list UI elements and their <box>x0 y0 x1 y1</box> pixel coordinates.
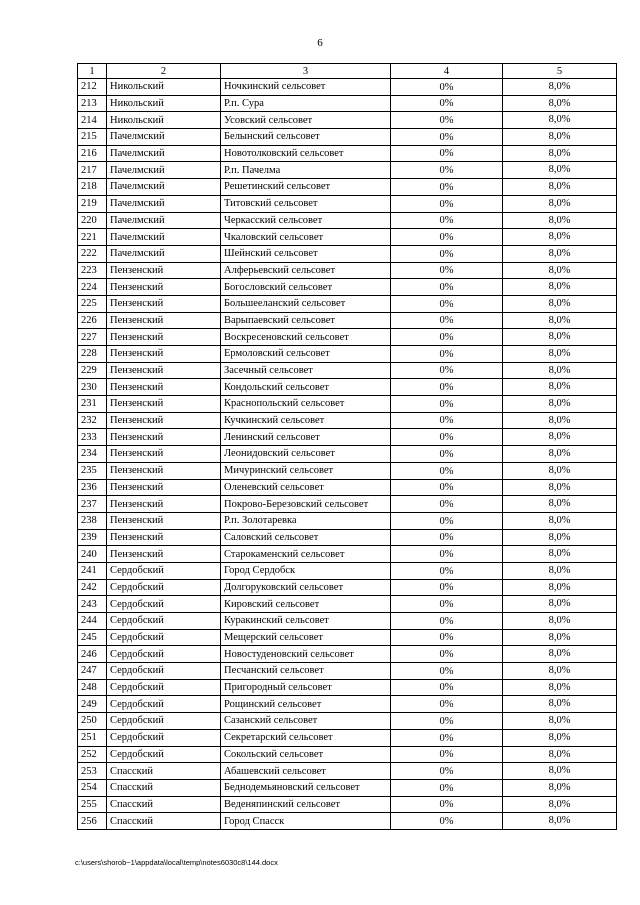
column-4-cell: 0% <box>391 446 503 463</box>
table-row <box>78 162 617 179</box>
district-cell: Пензенский <box>107 396 221 413</box>
district-cell: Спасский <box>107 813 221 830</box>
settlement-cell: Сокольский сельсовет <box>221 746 391 763</box>
district-cell: Никольский <box>107 79 221 96</box>
column-4-cell: 0% <box>391 529 503 546</box>
district-cell: Пензенский <box>107 362 221 379</box>
table-row <box>78 262 617 279</box>
column-4-cell: 0% <box>391 295 503 312</box>
settlement-cell: Оленевский сельсовет <box>221 479 391 496</box>
column-5-cell: 8,0% <box>503 596 617 613</box>
column-4-cell: 0% <box>391 145 503 162</box>
district-cell: Сердобский <box>107 613 221 630</box>
column-4-cell: 0% <box>391 362 503 379</box>
table-row <box>78 579 617 596</box>
column-5-cell: 8,0% <box>503 713 617 730</box>
table-row <box>78 613 617 630</box>
column-4-cell: 0% <box>391 162 503 179</box>
settlement-cell: Засечный сельсовет <box>221 362 391 379</box>
row-number-cell: 235 <box>78 462 107 479</box>
column-5-cell: 8,0% <box>503 446 617 463</box>
row-number-cell: 236 <box>78 479 107 496</box>
settlement-cell: Чкаловский сельсовет <box>221 229 391 246</box>
settlement-cell: Белынский сельсовет <box>221 129 391 146</box>
footer-file-path: c:\users\shorob~1\appdata\local\temp\notes6030c8\144.docx <box>75 858 278 867</box>
row-number-cell: 213 <box>78 95 107 112</box>
row-number-cell: 215 <box>78 129 107 146</box>
table-row <box>78 79 617 96</box>
row-number-cell: 223 <box>78 262 107 279</box>
row-number-cell: 219 <box>78 195 107 212</box>
column-5-cell: 8,0% <box>503 412 617 429</box>
column-5-cell: 8,0% <box>503 629 617 646</box>
table-row <box>78 696 617 713</box>
settlement-cell: Р.п. Пачелма <box>221 162 391 179</box>
district-cell: Пачелмский <box>107 212 221 229</box>
row-number-cell: 240 <box>78 546 107 563</box>
row-number-cell: 233 <box>78 429 107 446</box>
table-row <box>78 763 617 780</box>
district-cell: Пензенский <box>107 412 221 429</box>
column-5-cell: 8,0% <box>503 796 617 813</box>
district-cell: Пачелмский <box>107 179 221 196</box>
settlement-cell: Алферьевский сельсовет <box>221 262 391 279</box>
row-number-cell: 218 <box>78 179 107 196</box>
settlement-cell: Варыпаевский сельсовет <box>221 312 391 329</box>
column-5-cell: 8,0% <box>503 613 617 630</box>
settlement-cell: Рощинский сельсовет <box>221 696 391 713</box>
table-body <box>78 79 617 830</box>
district-cell: Пензенский <box>107 462 221 479</box>
row-number-cell: 230 <box>78 379 107 396</box>
page-number: 6 <box>317 37 323 49</box>
column-4-cell: 0% <box>391 379 503 396</box>
column-5-cell: 8,0% <box>503 579 617 596</box>
table-row <box>78 546 617 563</box>
table-row <box>78 729 617 746</box>
column-5-cell: 8,0% <box>503 379 617 396</box>
district-cell: Сердобский <box>107 663 221 680</box>
settlement-cell: Саловский сельсовет <box>221 529 391 546</box>
row-number-cell: 247 <box>78 663 107 680</box>
district-cell: Сердобский <box>107 713 221 730</box>
column-4-cell: 0% <box>391 512 503 529</box>
settlement-cell: Пригородный сельсовет <box>221 679 391 696</box>
column-4-cell: 0% <box>391 729 503 746</box>
column-4-cell: 0% <box>391 713 503 730</box>
table-row <box>78 412 617 429</box>
column-5-cell: 8,0% <box>503 262 617 279</box>
column-5-cell: 8,0% <box>503 212 617 229</box>
column-5-cell: 8,0% <box>503 245 617 262</box>
row-number-cell: 214 <box>78 112 107 129</box>
column-4-cell: 0% <box>391 412 503 429</box>
settlement-cell: Абашевский сельсовет <box>221 763 391 780</box>
column-4-cell: 0% <box>391 279 503 296</box>
row-number-cell: 237 <box>78 496 107 513</box>
row-number-cell: 256 <box>78 813 107 830</box>
settlement-cell: Покрово-Березовский сельсовет <box>221 496 391 513</box>
column-5-cell: 8,0% <box>503 95 617 112</box>
table-row <box>78 629 617 646</box>
table-row <box>78 379 617 396</box>
row-number-cell: 216 <box>78 145 107 162</box>
column-5-cell: 8,0% <box>503 329 617 346</box>
column-5-cell: 8,0% <box>503 179 617 196</box>
row-number-cell: 221 <box>78 229 107 246</box>
row-number-cell: 253 <box>78 763 107 780</box>
column-5-cell: 8,0% <box>503 229 617 246</box>
table-row <box>78 796 617 813</box>
column-5-cell: 8,0% <box>503 129 617 146</box>
settlement-cell: Беднодемьяновский сельсовет <box>221 779 391 796</box>
row-number-cell: 217 <box>78 162 107 179</box>
column-4-cell: 0% <box>391 763 503 780</box>
table-row <box>78 396 617 413</box>
table-row <box>78 195 617 212</box>
settlement-cell: Леонидовский сельсовет <box>221 446 391 463</box>
district-cell: Никольский <box>107 112 221 129</box>
district-cell: Пензенский <box>107 546 221 563</box>
settlement-cell: Новотолковский сельсовет <box>221 145 391 162</box>
row-number-cell: 241 <box>78 562 107 579</box>
row-number-cell: 248 <box>78 679 107 696</box>
row-number-cell: 252 <box>78 746 107 763</box>
column-4-cell: 0% <box>391 496 503 513</box>
column-5-cell: 8,0% <box>503 512 617 529</box>
table-row <box>78 245 617 262</box>
column-4-cell: 0% <box>391 346 503 363</box>
table-row <box>78 312 617 329</box>
table-row <box>78 512 617 529</box>
column-5-cell: 8,0% <box>503 112 617 129</box>
column-4-cell: 0% <box>391 696 503 713</box>
district-cell: Пачелмский <box>107 145 221 162</box>
district-cell: Спасский <box>107 779 221 796</box>
row-number-cell: 249 <box>78 696 107 713</box>
district-cell: Никольский <box>107 95 221 112</box>
district-cell: Пензенский <box>107 512 221 529</box>
settlement-cell: Р.п. Сура <box>221 95 391 112</box>
table-row <box>78 279 617 296</box>
district-cell: Пензенский <box>107 529 221 546</box>
settlement-cell: Куракинский сельсовет <box>221 613 391 630</box>
table-row <box>78 429 617 446</box>
row-number-cell: 220 <box>78 212 107 229</box>
settlement-cell: Старокаменский сельсовет <box>221 546 391 563</box>
settlement-cell: Решетинский сельсовет <box>221 179 391 196</box>
column-4-cell: 0% <box>391 396 503 413</box>
column-5-cell: 8,0% <box>503 562 617 579</box>
column-4-cell: 0% <box>391 629 503 646</box>
column-4-cell: 0% <box>391 245 503 262</box>
row-number-cell: 250 <box>78 713 107 730</box>
column-5-cell: 8,0% <box>503 429 617 446</box>
column-4-cell: 0% <box>391 663 503 680</box>
column-4-cell: 0% <box>391 329 503 346</box>
district-cell: Спасский <box>107 763 221 780</box>
district-cell: Сердобский <box>107 746 221 763</box>
row-number-cell: 232 <box>78 412 107 429</box>
table-row <box>78 446 617 463</box>
column-4-cell: 0% <box>391 813 503 830</box>
column-4-cell: 0% <box>391 79 503 96</box>
row-number-cell: 244 <box>78 613 107 630</box>
district-cell: Сердобский <box>107 646 221 663</box>
column-4-cell: 0% <box>391 112 503 129</box>
column-5-cell: 8,0% <box>503 279 617 296</box>
column-5-cell: 8,0% <box>503 646 617 663</box>
settlement-cell: Титовский сельсовет <box>221 195 391 212</box>
settlement-cell: Кировский сельсовет <box>221 596 391 613</box>
table-row <box>78 813 617 830</box>
table-row <box>78 112 617 129</box>
column-4-cell: 0% <box>391 596 503 613</box>
table-row <box>78 646 617 663</box>
column-5-cell: 8,0% <box>503 679 617 696</box>
settlement-cell: Город Спасск <box>221 813 391 830</box>
row-number-cell: 224 <box>78 279 107 296</box>
column-5-cell: 8,0% <box>503 546 617 563</box>
row-number-cell: 243 <box>78 596 107 613</box>
settlement-cell: Черкасский сельсовет <box>221 212 391 229</box>
row-number-cell: 225 <box>78 295 107 312</box>
table-row <box>78 212 617 229</box>
column-4-cell: 0% <box>391 312 503 329</box>
table-row <box>78 779 617 796</box>
row-number-cell: 255 <box>78 796 107 813</box>
settlement-cell: Сазанский сельсовет <box>221 713 391 730</box>
row-number-cell: 229 <box>78 362 107 379</box>
column-5-cell: 8,0% <box>503 295 617 312</box>
district-cell: Пензенский <box>107 446 221 463</box>
district-cell: Пензенский <box>107 479 221 496</box>
column-5-cell: 8,0% <box>503 346 617 363</box>
column-5-cell: 8,0% <box>503 529 617 546</box>
settlement-cell: Кондольский сельсовет <box>221 379 391 396</box>
data-table <box>77 63 617 830</box>
column-4-cell: 0% <box>391 179 503 196</box>
column-5-cell: 8,0% <box>503 362 617 379</box>
column-5-cell: 8,0% <box>503 496 617 513</box>
column-4-cell: 0% <box>391 579 503 596</box>
row-number-cell: 251 <box>78 729 107 746</box>
column-4-cell: 0% <box>391 479 503 496</box>
table-row <box>78 346 617 363</box>
column-5-cell: 8,0% <box>503 729 617 746</box>
column-5-cell: 8,0% <box>503 746 617 763</box>
district-cell: Сердобский <box>107 696 221 713</box>
district-cell: Пензенский <box>107 295 221 312</box>
column-4-cell: 0% <box>391 229 503 246</box>
column-header-5: 5 <box>503 64 617 79</box>
row-number-cell: 245 <box>78 629 107 646</box>
row-number-cell: 228 <box>78 346 107 363</box>
settlement-cell: Мичуринский сельсовет <box>221 462 391 479</box>
row-number-cell: 254 <box>78 779 107 796</box>
row-number-cell: 227 <box>78 329 107 346</box>
column-4-cell: 0% <box>391 462 503 479</box>
table-row <box>78 713 617 730</box>
district-cell: Пензенский <box>107 346 221 363</box>
column-4-cell: 0% <box>391 613 503 630</box>
table-row <box>78 596 617 613</box>
district-cell: Сердобский <box>107 629 221 646</box>
column-4-cell: 0% <box>391 746 503 763</box>
row-number-cell: 242 <box>78 579 107 596</box>
settlement-cell: Долгоруковский сельсовет <box>221 579 391 596</box>
settlement-cell: Р.п. Золотаревка <box>221 512 391 529</box>
settlement-cell: Песчанский сельсовет <box>221 663 391 680</box>
row-number-cell: 239 <box>78 529 107 546</box>
table-row <box>78 329 617 346</box>
district-cell: Пачелмский <box>107 162 221 179</box>
column-4-cell: 0% <box>391 562 503 579</box>
table-header-row <box>78 64 617 79</box>
column-header-2: 2 <box>107 64 221 79</box>
settlement-cell: Мещерский сельсовет <box>221 629 391 646</box>
district-cell: Пачелмский <box>107 229 221 246</box>
row-number-cell: 222 <box>78 245 107 262</box>
district-cell: Сердобский <box>107 729 221 746</box>
column-4-cell: 0% <box>391 546 503 563</box>
column-4-cell: 0% <box>391 646 503 663</box>
table-row <box>78 663 617 680</box>
column-5-cell: 8,0% <box>503 813 617 830</box>
district-cell: Сердобский <box>107 596 221 613</box>
column-4-cell: 0% <box>391 796 503 813</box>
settlement-cell: Шейнский сельсовет <box>221 245 391 262</box>
column-5-cell: 8,0% <box>503 195 617 212</box>
table-row <box>78 145 617 162</box>
table-row <box>78 529 617 546</box>
settlement-cell: Ермоловский сельсовет <box>221 346 391 363</box>
column-4-cell: 0% <box>391 262 503 279</box>
row-number-cell: 226 <box>78 312 107 329</box>
district-cell: Сердобский <box>107 679 221 696</box>
column-5-cell: 8,0% <box>503 696 617 713</box>
column-5-cell: 8,0% <box>503 763 617 780</box>
column-5-cell: 8,0% <box>503 145 617 162</box>
district-cell: Пензенский <box>107 312 221 329</box>
column-header-4: 4 <box>391 64 503 79</box>
column-5-cell: 8,0% <box>503 462 617 479</box>
settlement-cell: Секретарский сельсовет <box>221 729 391 746</box>
district-cell: Пачелмский <box>107 245 221 262</box>
table-row <box>78 229 617 246</box>
table-row <box>78 479 617 496</box>
settlement-cell: Город Сердобск <box>221 562 391 579</box>
table-row <box>78 362 617 379</box>
table-row <box>78 562 617 579</box>
row-number-cell: 246 <box>78 646 107 663</box>
table-row <box>78 462 617 479</box>
column-5-cell: 8,0% <box>503 779 617 796</box>
column-header-3: 3 <box>221 64 391 79</box>
district-cell: Сердобский <box>107 562 221 579</box>
settlement-cell: Новостуденовский сельсовет <box>221 646 391 663</box>
district-cell: Сердобский <box>107 579 221 596</box>
table-row <box>78 746 617 763</box>
row-number-cell: 238 <box>78 512 107 529</box>
district-cell: Пачелмский <box>107 129 221 146</box>
settlement-cell: Кучкинский сельсовет <box>221 412 391 429</box>
district-cell: Пачелмский <box>107 195 221 212</box>
column-header-1: 1 <box>78 64 107 79</box>
settlement-cell: Ночкинский сельсовет <box>221 79 391 96</box>
column-5-cell: 8,0% <box>503 396 617 413</box>
column-4-cell: 0% <box>391 212 503 229</box>
column-4-cell: 0% <box>391 195 503 212</box>
settlement-cell: Воскресеновский сельсовет <box>221 329 391 346</box>
table-row <box>78 679 617 696</box>
settlement-cell: Ленинский сельсовет <box>221 429 391 446</box>
district-cell: Пензенский <box>107 262 221 279</box>
column-5-cell: 8,0% <box>503 162 617 179</box>
table-row <box>78 179 617 196</box>
district-cell: Пензенский <box>107 429 221 446</box>
column-4-cell: 0% <box>391 429 503 446</box>
district-cell: Пензенский <box>107 496 221 513</box>
column-4-cell: 0% <box>391 779 503 796</box>
settlement-cell: Богословский сельсовет <box>221 279 391 296</box>
column-5-cell: 8,0% <box>503 663 617 680</box>
district-cell: Пензенский <box>107 379 221 396</box>
row-number-cell: 212 <box>78 79 107 96</box>
table-row <box>78 95 617 112</box>
column-4-cell: 0% <box>391 129 503 146</box>
table-row <box>78 129 617 146</box>
settlement-cell: Веденяпинский сельсовет <box>221 796 391 813</box>
settlement-cell: Большееланский сельсовет <box>221 295 391 312</box>
row-number-cell: 231 <box>78 396 107 413</box>
column-5-cell: 8,0% <box>503 479 617 496</box>
table-row <box>78 295 617 312</box>
district-cell: Пензенский <box>107 279 221 296</box>
settlement-cell: Усовский сельсовет <box>221 112 391 129</box>
table-row <box>78 496 617 513</box>
column-4-cell: 0% <box>391 95 503 112</box>
district-cell: Пензенский <box>107 329 221 346</box>
district-cell: Спасский <box>107 796 221 813</box>
column-5-cell: 8,0% <box>503 312 617 329</box>
row-number-cell: 234 <box>78 446 107 463</box>
column-4-cell: 0% <box>391 679 503 696</box>
settlement-cell: Краснопольский сельсовет <box>221 396 391 413</box>
column-5-cell: 8,0% <box>503 79 617 96</box>
